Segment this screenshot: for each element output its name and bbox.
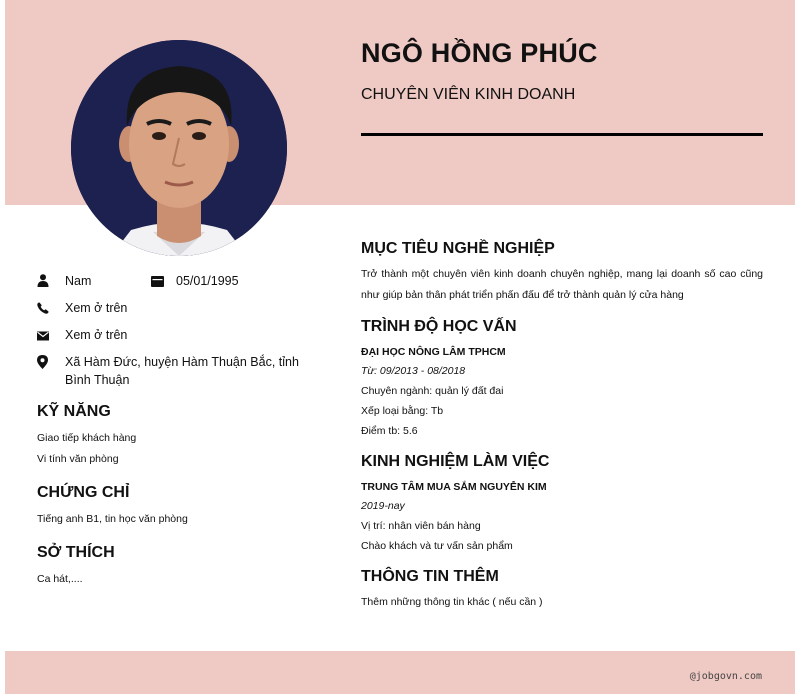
objective-text: Trở thành một chuyên viên kinh doanh chuyên nghiệp, mang lại doanh số cao cũng như giúp bản thân phát triển phấn đấu để trở thành quản lý cửa hàng	[361, 268, 763, 301]
extra-text: Thêm những thông tin khác ( nếu cần )	[361, 596, 543, 608]
skill-item: Giao tiếp khách hàng	[37, 432, 137, 444]
objective-heading: MỤC TIÊU NGHỀ NGHIỆP	[361, 240, 555, 257]
certificate-item: Tiếng anh B1, tin học văn phòng	[37, 513, 188, 525]
extra-heading: THÔNG TIN THÊM	[361, 568, 499, 585]
objective-section	[361, 240, 763, 306]
right-column	[361, 240, 763, 624]
email-value: Xem ở trên	[65, 328, 128, 342]
address-row	[37, 353, 327, 389]
education-detail: Điểm tb: 5.6	[361, 425, 418, 437]
experience-detail: Chào khách và tư vấn sản phẩm	[361, 540, 513, 552]
location-pin-icon	[37, 353, 65, 374]
education-detail: Chuyên ngành: quản lý đất đai	[361, 385, 504, 397]
company-name: TRUNG TÂM MUA SẮM NGUYỄN KIM	[361, 481, 547, 493]
gender-birthday-row	[37, 272, 327, 292]
birthday-value: 05/01/1995	[176, 274, 239, 288]
candidate-job-title: CHUYÊN VIÊN KINH DOANH	[361, 86, 576, 103]
school-name: ĐẠI HỌC NÔNG LÂM TPHCM	[361, 346, 506, 358]
education-period: Từ: 09/2013 - 08/2018	[361, 365, 466, 377]
certificates-heading: CHỨNG CHỈ	[37, 484, 130, 501]
phone-row	[37, 299, 327, 319]
experience-period: 2019-nay	[361, 500, 405, 512]
education-detail: Xếp loại bằng: Tb	[361, 405, 444, 417]
profile-photo	[71, 40, 287, 256]
candidate-name: NGÔ HỒNG PHÚC	[361, 38, 598, 68]
skill-item: Vi tính văn phòng	[37, 453, 119, 465]
email-row	[37, 326, 327, 346]
gender-value: Nam	[65, 274, 92, 288]
person-icon	[37, 272, 65, 292]
portrait-illustration	[71, 40, 287, 256]
mail-icon	[37, 326, 65, 346]
address-value: Xã Hàm Đức, huyện Hàm Thuận Bắc, tỉnh Bình Thuận	[65, 355, 299, 387]
experience-section	[361, 453, 763, 556]
footer-band	[5, 651, 795, 694]
education-heading: TRÌNH ĐỘ HỌC VẤN	[361, 318, 517, 335]
hobbies-heading: SỞ THÍCH	[37, 544, 115, 561]
experience-detail: Vị trí: nhân viên bán hàng	[361, 520, 481, 532]
phone-value: Xem ở trên	[65, 301, 128, 315]
skills-heading: KỸ NĂNG	[37, 403, 111, 420]
phone-icon	[37, 299, 65, 319]
education-section	[361, 318, 763, 441]
hobby-item: Ca hát,....	[37, 573, 83, 585]
calendar-icon	[151, 272, 176, 292]
footer-brand: @jobgovn.com	[689, 671, 762, 682]
extra-section	[361, 568, 763, 612]
experience-heading: KINH NGHIỆM LÀM VIỆC	[361, 453, 550, 470]
title-divider	[361, 133, 763, 136]
left-column	[37, 272, 327, 590]
